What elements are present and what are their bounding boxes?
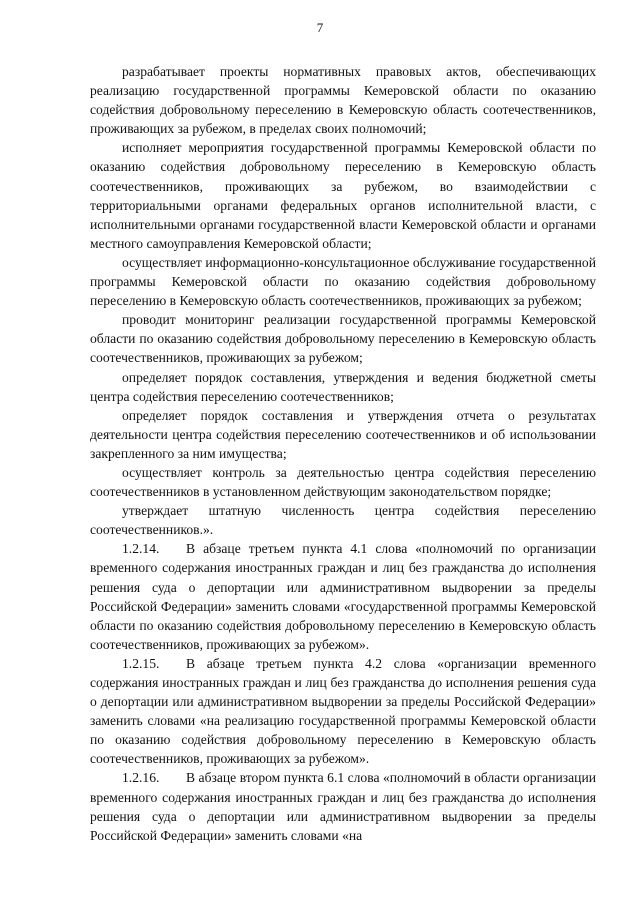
item-number: 1.2.16. [122, 770, 160, 786]
paragraph-staffing: утверждает штатную численность центра содействия переселению соотечественников.». [90, 503, 596, 538]
item-number: 1.2.14. [122, 541, 160, 557]
page-number: 7 [316, 20, 324, 35]
item-text: В абзаце третьем пункта 4.1 слова «полномочий по организации временного содержания иностранных граждан и лиц без гражданства до исполнения решения суда о депортации или административном выдворении за пределы Российской Федерации» заменить словами «государственной программы Кемеровской области по оказанию содействия добровольному переселению в Кемеровскую область соотечественников, проживающих за рубежом». [90, 541, 596, 652]
item-number: 1.2.15. [122, 655, 160, 671]
item-text: В абзаце втором пункта 6.1 слова «полномочий в области организации временного содержания иностранных граждан и лиц без гражданства до исполнения решения суда о депортации или административном выдворении за пределы Российской Федерации» заменить словами «на [90, 770, 596, 843]
list-item [90, 654, 596, 769]
paragraph-budget-estimate: определяет порядок составления, утверждения и ведения бюджетной сметы центра содействия переселению соотечественников; [90, 369, 596, 404]
list-item [90, 539, 596, 654]
paragraph-develops-acts: разрабатывает проекты нормативных правовых актов, обеспечивающих реализацию государственной программы Кемеровской области по оказанию содействия добровольному переселению в Кемеровскую область соотечественников, проживающих за рубежом, в пределах своих полномочий; [90, 64, 596, 137]
paragraph-executes-measures: исполняет мероприятия государственной программы Кемеровской области по оказанию содействия добровольному переселению в Кемеровскую область соотечественников, проживающих за рубежом, во взаимодействии с территориальными органами федеральных органов исполнительной власти, с исполнительными органами государственной власти Кемеровской области и органами местного самоуправления Кемеровской области; [90, 140, 596, 251]
paragraph-info-consulting: осуществляет информационно-консультационное обслуживание государственной программы Кемеровской области по оказанию содействия добровольному переселению в Кемеровскую область соотечественников, проживающих за рубежом; [90, 254, 596, 309]
list-item [90, 768, 596, 844]
document-body [90, 62, 596, 845]
paragraph-monitoring: проводит мониторинг реализации государственной программы Кемеровской области по оказанию содействия добровольному переселению в Кемеровскую область соотечественников, проживающих за рубежом; [90, 312, 596, 366]
paragraph-control: осуществляет контроль за деятельностью центра содействия переселению соотечественников в установленном действующим законодательством порядке; [90, 464, 596, 500]
item-text: В абзаце третьем пункта 4.2 слова «организации временного содержания иностранных граждан и лиц без гражданства до исполнения решения суда о депортации или административном выдворении за пределы Российской Федерации» заменить словами «на реализацию государственной программы Кемеровской области по оказанию содействия добровольному переселению в Кемеровскую область соотечественников, проживающих за рубежом». [90, 655, 596, 767]
paragraph-report-procedure: определяет порядок составления и утверждения отчета о результатах деятельности центра содействия переселению соотечественников и об использовании закрепленного за ним имущества; [90, 407, 596, 461]
